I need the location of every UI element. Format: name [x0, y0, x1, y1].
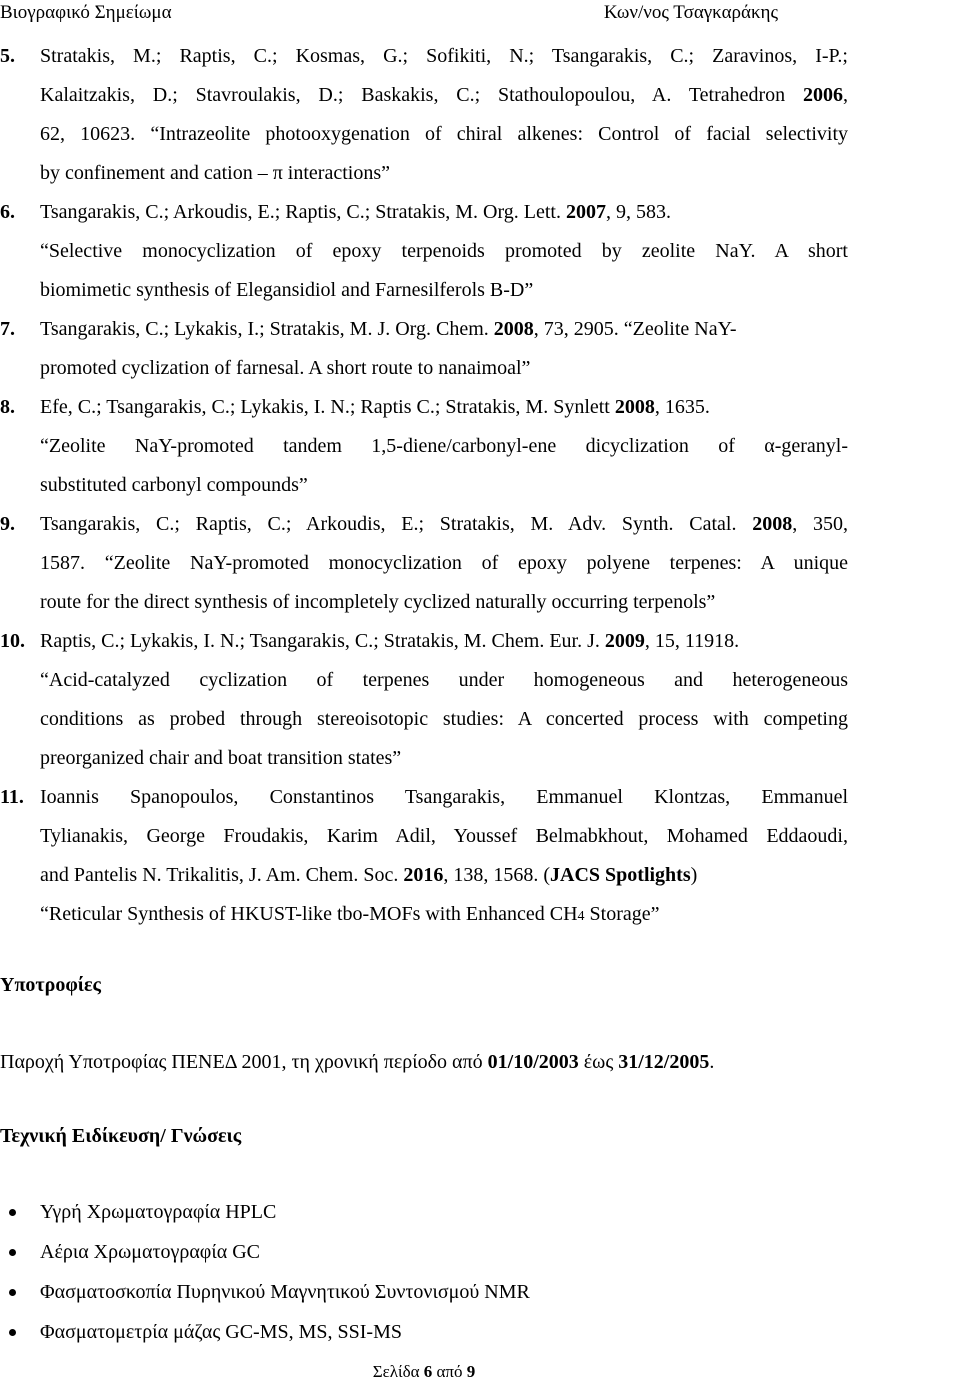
pub-number: 7.: [0, 318, 15, 340]
scholarship-text: Παροχή Υποτροφίας ΠΕΝΕΔ 2001, τη χρονική περίοδο από 01/10/2003 έως 31/12/2005.: [0, 1051, 715, 1073]
skills-heading: Τεχνική Ειδίκευση/ Γνώσεις: [0, 1125, 242, 1147]
pub-line: Tsangarakis, C.; Raptis, C.; Arkoudis, E.; Stratakis, M. Adv. Synth. Catal. 2008, 350,: [40, 513, 848, 535]
pub-title-line: by confinement and cation – π interactions”: [40, 162, 390, 184]
pub-line: 62, 10623. “Intrazeolite photooxygenation of chiral alkenes: Control of facial selectivity: [40, 123, 848, 145]
jacs-spotlights: JACS Spotlights: [550, 864, 691, 886]
pub-line: Kalaitzakis, D.; Stavroulakis, D.; Baskakis, C.; Stathoulopoulou, A. Tetrahedron 2006,: [40, 84, 848, 106]
pub-line: Ioannis Spanopoulos, Constantinos Tsangarakis, Emmanuel Klontzas, Emmanuel: [40, 786, 848, 808]
pub-line: Tsangarakis, C.; Arkoudis, E.; Raptis, C.; Stratakis, M. Org. Lett. 2007, 9, 583.: [40, 201, 671, 223]
pub-line: Stratakis, M.; Raptis, C.; Kosmas, G.; Sofikiti, N.; Tsangarakis, C.; Zaravinos, I-P.;: [40, 45, 848, 67]
header-left: Βιογραφικό Σημείωμα: [0, 2, 172, 23]
header-right: Κων/νος Τσαγκαράκης: [603, 2, 778, 23]
bullet-icon: [9, 1289, 16, 1296]
pub-number: 5.: [0, 45, 15, 67]
pub-line: Tsangarakis, C.; Lykakis, I.; Stratakis, M. J. Org. Chem. 2008, 73, 2905. “Zeolite NaY-: [40, 318, 737, 340]
skill-item: Υγρή Χρωματογραφία HPLC: [40, 1201, 277, 1223]
pub-line: 1587. “Zeolite NaY-promoted monocyclization of epoxy polyene terpenes: A unique: [40, 552, 849, 574]
pub-line: and Pantelis N. Trikalitis, J. Am. Chem. Soc. 2016, 138, 1568. (JACS Spotlights): [40, 864, 698, 886]
skill-item: Φασματομετρία μάζας GC-MS, MS, SSI-MS: [40, 1321, 403, 1343]
pub-title-line: biomimetic synthesis of Elegansidiol and Farnesilferols B-D”: [40, 279, 534, 301]
page-total: 9: [466, 1362, 476, 1381]
pub-title-line: “Zeolite NaY-promoted tandem 1,5-diene/carbonyl-ene dicyclization of α-geranyl-: [40, 435, 848, 457]
pub-title-line: “Acid-catalyzed cyclization of terpenes under homogeneous and heterogeneous: [40, 669, 848, 691]
pub-number: 6.: [0, 201, 15, 223]
scholarships-heading: Υποτροφίες: [0, 974, 101, 996]
pub-title-line: preorganized chair and boat transition states”: [40, 747, 402, 769]
pub-number: 10.: [0, 630, 25, 652]
pub-line: Raptis, C.; Lykakis, I. N.; Tsangarakis, C.; Stratakis, M. Chem. Eur. J. 2009, 15, 11918.: [40, 630, 740, 652]
pub-title-line: substituted carbonyl compounds”: [40, 474, 308, 496]
skill-item: Αέρια Χρωματογραφία GC: [40, 1241, 260, 1263]
pub-title-line: “Selective monocyclization of epoxy terpenoids promoted by zeolite NaY. A short: [40, 240, 848, 262]
pub-line: Efe, C.; Tsangarakis, C.; Lykakis, I. N.; Raptis C.; Stratakis, M. Synlett 2008, 1635.: [40, 396, 710, 418]
page-footer: Σελίδα 6 από 9: [372, 1362, 476, 1381]
page-number: 6: [423, 1362, 433, 1381]
pub-title-line: “Reticular Synthesis of HKUST-like tbo-MOFs with Enhanced CH4 Storage”: [40, 903, 660, 925]
skill-item: Φασματοσκοπία Πυρηνικού Μαγνητικού Συντονισμού NMR: [40, 1281, 530, 1303]
pub-number: 8.: [0, 396, 15, 418]
bullet-icon: [9, 1249, 16, 1256]
pub-number: 9.: [0, 513, 15, 535]
bullet-icon: [9, 1329, 16, 1336]
pub-title-line: route for the direct synthesis of incompletely cyclized naturally occurring terpenols”: [40, 591, 716, 613]
pub-title-line: conditions as probed through stereoisotopic studies: A concerted process with competing: [40, 708, 848, 730]
pub-title-line: promoted cyclization of farnesal. A short route to nanaimoal”: [40, 357, 531, 379]
bullet-icon: [9, 1209, 16, 1216]
pub-number: 11.: [0, 786, 24, 808]
pub-line: Tylianakis, George Froudakis, Karim Adil, Youssef Belmabkhout, Mohamed Eddaoudi,: [40, 825, 848, 847]
